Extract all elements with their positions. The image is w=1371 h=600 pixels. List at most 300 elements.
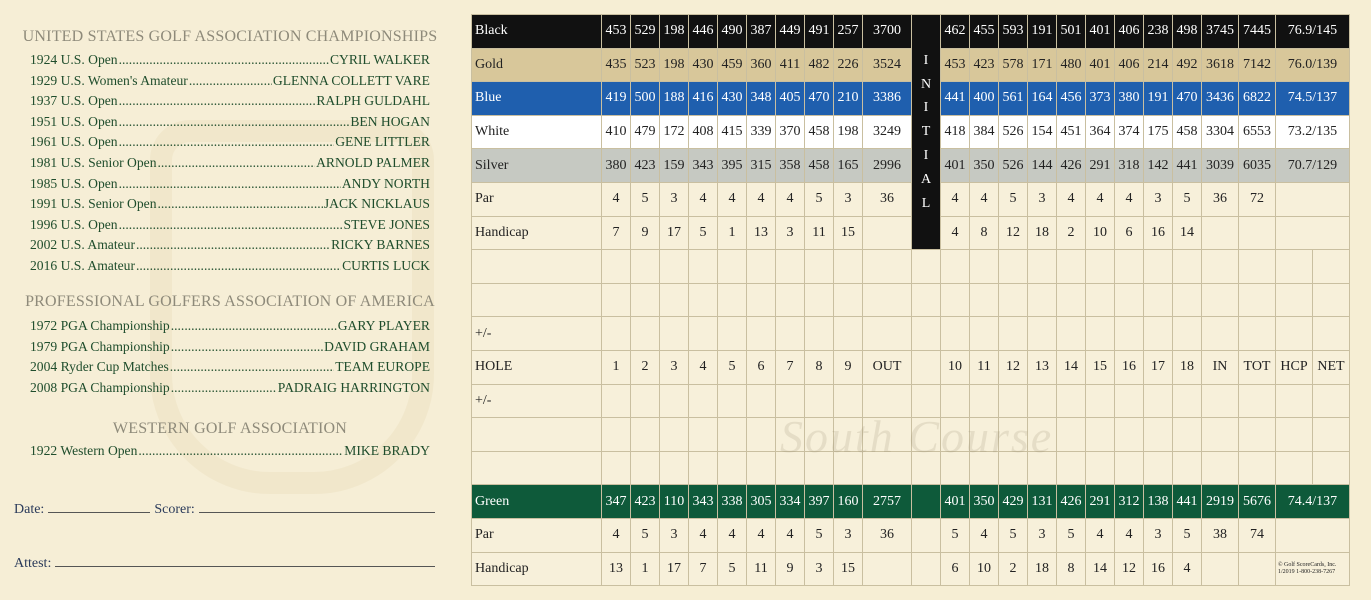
score-cell[interactable] (689, 384, 718, 418)
in-total: 3039 (1202, 149, 1239, 183)
score-cell[interactable] (1144, 283, 1173, 317)
leader-dots (189, 73, 272, 89)
score-cell[interactable] (718, 283, 747, 317)
score-cell[interactable] (1057, 317, 1086, 351)
net-score-cell[interactable] (1313, 384, 1350, 418)
champion-winner: BEN HOGAN (350, 113, 430, 129)
hole-value: 4 (747, 518, 776, 552)
initial-box[interactable] (912, 15, 941, 250)
in-score-cell[interactable] (1202, 384, 1239, 418)
tot-score-cell[interactable] (1239, 283, 1276, 317)
champion-row (30, 339, 430, 359)
score-cell[interactable] (1028, 451, 1057, 485)
score-cell[interactable] (747, 250, 776, 284)
score-cell[interactable] (834, 283, 863, 317)
score-cell[interactable] (776, 384, 805, 418)
score-cell[interactable] (718, 418, 747, 452)
in-score-cell[interactable] (1202, 317, 1239, 351)
tot-score-cell[interactable] (1239, 317, 1276, 351)
score-cell[interactable] (941, 250, 970, 284)
score-cell[interactable] (834, 384, 863, 418)
hole-value: 1 (718, 216, 747, 250)
score-cell[interactable] (1086, 317, 1115, 351)
hole-value: 131 (1028, 485, 1057, 519)
hole-value: 451 (1057, 115, 1086, 149)
score-cell[interactable] (1057, 418, 1086, 452)
score-cell[interactable] (718, 317, 747, 351)
score-cell[interactable] (1173, 418, 1202, 452)
score-cell[interactable] (1057, 384, 1086, 418)
score-cell[interactable] (1028, 418, 1057, 452)
score-cell[interactable] (970, 451, 999, 485)
hole-value: 4 (776, 182, 805, 216)
score-cell[interactable] (1173, 250, 1202, 284)
champion-winner: ARNOLD PALMER (316, 155, 430, 170)
score-cell[interactable] (970, 250, 999, 284)
champion-row (30, 52, 430, 72)
score-cell[interactable] (689, 250, 718, 284)
hole-number: 1 (602, 350, 631, 384)
score-cell[interactable] (941, 283, 970, 317)
score-cell[interactable] (805, 250, 834, 284)
hcp-score-cell[interactable] (1276, 317, 1313, 351)
hole-value: 348 (747, 82, 776, 116)
row-label: Silver (472, 149, 602, 183)
score-cell[interactable] (602, 283, 631, 317)
hole-value: 397 (805, 485, 834, 519)
hole-value: 4 (747, 182, 776, 216)
initial-letter: A (920, 171, 932, 187)
hole-value: 6 (941, 552, 970, 586)
score-cell[interactable] (631, 317, 660, 351)
score-cell[interactable] (660, 384, 689, 418)
tot-total: 7445 (1239, 15, 1276, 49)
hole-number: 16 (1115, 350, 1144, 384)
score-cell[interactable] (1173, 384, 1202, 418)
score-cell[interactable] (602, 418, 631, 452)
divider-gap (912, 250, 941, 284)
champion-event: 1929 U.S. Women's Amateur (30, 72, 188, 88)
out-score-cell[interactable] (863, 451, 912, 485)
hole-value: 419 (602, 82, 631, 116)
score-entry-row (472, 418, 1350, 452)
score-cell[interactable] (970, 384, 999, 418)
out-header: OUT (863, 350, 912, 384)
score-cell[interactable] (999, 283, 1028, 317)
hcp-score-cell[interactable] (1276, 451, 1313, 485)
divider-gap (912, 384, 941, 418)
hole-value: 426 (1057, 485, 1086, 519)
champion-row (30, 258, 430, 278)
score-cell[interactable] (1115, 418, 1144, 452)
hole-number: 14 (1057, 350, 1086, 384)
hcp-score-cell[interactable] (1276, 250, 1313, 284)
hcp-score-cell[interactable] (1276, 418, 1313, 452)
score-cell[interactable] (941, 451, 970, 485)
net-score-cell[interactable] (1313, 250, 1350, 284)
score-cell[interactable] (660, 451, 689, 485)
score-cell[interactable] (1115, 384, 1144, 418)
hole-value: 291 (1086, 485, 1115, 519)
hole-number: 15 (1086, 350, 1115, 384)
leader-dots (119, 114, 350, 130)
leader-dots (138, 443, 343, 459)
hole-number: 10 (941, 350, 970, 384)
score-cell[interactable] (631, 451, 660, 485)
tot-score-cell[interactable] (1239, 384, 1276, 418)
score-cell[interactable] (999, 250, 1028, 284)
hole-value: 441 (1173, 149, 1202, 183)
champion-event: 2002 U.S. Amateur (30, 237, 135, 253)
hole-number: 3 (660, 350, 689, 384)
champion-event: 2008 PGA Championship (30, 379, 170, 395)
hole-value: 387 (747, 15, 776, 49)
hole-value: 435 (602, 48, 631, 82)
divider-gap (912, 283, 941, 317)
score-cell[interactable] (1086, 418, 1115, 452)
champion-event: 1991 U.S. Senior Open (30, 196, 157, 212)
hole-value: 4 (602, 182, 631, 216)
hole-value: 490 (718, 15, 747, 49)
hole-value: 4 (776, 518, 805, 552)
hole-value: 338 (718, 485, 747, 519)
hole-value: 411 (776, 48, 805, 82)
net-score-cell[interactable] (1313, 317, 1350, 351)
tot-total (1239, 552, 1276, 586)
leader-dots (119, 217, 343, 233)
score-cell[interactable] (1144, 384, 1173, 418)
row-label: +/- (472, 384, 602, 418)
out-total: 2757 (863, 485, 912, 519)
leader-dots (170, 359, 334, 375)
score-cell[interactable] (776, 283, 805, 317)
score-cell[interactable] (631, 384, 660, 418)
score-cell[interactable] (718, 250, 747, 284)
rating-slope: 70.7/129 (1276, 149, 1350, 183)
score-cell[interactable] (834, 451, 863, 485)
copyright-line: © Golf ScoreCards, Inc. (1278, 561, 1337, 568)
champion-event: 1979 PGA Championship (30, 338, 170, 354)
score-cell[interactable] (941, 418, 970, 452)
score-cell[interactable] (631, 250, 660, 284)
score-cell[interactable] (1057, 283, 1086, 317)
hole-value: 198 (834, 115, 863, 149)
hole-value: 423 (970, 48, 999, 82)
score-cell[interactable] (970, 317, 999, 351)
row-label: Par (472, 182, 602, 216)
hole-value: 291 (1086, 149, 1115, 183)
champion-event: 1996 U.S. Open (30, 216, 118, 232)
in-score-cell[interactable] (1202, 451, 1239, 485)
score-cell[interactable] (776, 250, 805, 284)
hole-value: 4 (1057, 182, 1086, 216)
attest-label: Attest: (14, 556, 52, 571)
net-score-cell[interactable] (1313, 451, 1350, 485)
score-cell[interactable] (1086, 250, 1115, 284)
score-cell[interactable] (805, 384, 834, 418)
tot-header: TOT (1239, 350, 1276, 384)
hole-value: 159 (660, 149, 689, 183)
score-cell[interactable] (602, 317, 631, 351)
hole-value: 191 (1028, 15, 1057, 49)
champion-row (30, 134, 430, 154)
score-cell[interactable] (631, 283, 660, 317)
hole-value: 5 (1173, 182, 1202, 216)
score-cell[interactable] (1057, 451, 1086, 485)
net-score-cell[interactable] (1313, 283, 1350, 317)
score-cell[interactable] (776, 418, 805, 452)
initial-letter: I (923, 52, 929, 68)
hole-value: 523 (631, 48, 660, 82)
hole-value: 210 (834, 82, 863, 116)
hole-value: 350 (970, 485, 999, 519)
hole-value: 13 (747, 216, 776, 250)
hole-value: 2 (999, 552, 1028, 586)
score-cell[interactable] (834, 250, 863, 284)
score-cell[interactable] (602, 384, 631, 418)
score-cell[interactable] (805, 418, 834, 452)
tot-total: 72 (1239, 182, 1276, 216)
champion-row (30, 73, 430, 93)
out-score-cell[interactable] (863, 384, 912, 418)
tot-total: 6822 (1239, 82, 1276, 116)
date-scorer-row (14, 498, 435, 518)
score-cell[interactable] (1173, 451, 1202, 485)
hole-value: 13 (602, 552, 631, 586)
hole-value: 165 (834, 149, 863, 183)
out-score-cell[interactable] (863, 283, 912, 317)
score-cell[interactable] (776, 317, 805, 351)
score-cell[interactable] (689, 283, 718, 317)
score-cell[interactable] (1028, 283, 1057, 317)
score-cell[interactable] (999, 317, 1028, 351)
row-label: Handicap (472, 216, 602, 250)
row-par (472, 518, 1350, 552)
champion-row (30, 217, 430, 237)
tot-score-cell[interactable] (1239, 418, 1276, 452)
pga-title: PROFESSIONAL GOLFERS ASSOCIATION OF AMERICA (25, 293, 435, 310)
hole-value: 364 (1086, 115, 1115, 149)
score-cell[interactable] (1144, 250, 1173, 284)
hole-value: 406 (1115, 15, 1144, 49)
score-cell[interactable] (1115, 283, 1144, 317)
out-total: 3386 (863, 82, 912, 116)
out-score-cell[interactable] (863, 418, 912, 452)
row-label: Black (472, 15, 602, 49)
hole-value: 374 (1115, 115, 1144, 149)
hole-value: 14 (1086, 552, 1115, 586)
score-cell[interactable] (1115, 317, 1144, 351)
score-cell[interactable] (1173, 283, 1202, 317)
hole-value: 526 (999, 149, 1028, 183)
hole-value: 12 (1115, 552, 1144, 586)
score-cell[interactable] (1028, 317, 1057, 351)
hole-value: 3 (1028, 182, 1057, 216)
leader-dots (119, 93, 316, 109)
hole-value: 561 (999, 82, 1028, 116)
hole-number: 11 (970, 350, 999, 384)
hole-value: 10 (1086, 216, 1115, 250)
score-cell[interactable] (834, 418, 863, 452)
hole-value: 318 (1115, 149, 1144, 183)
leader-dots (119, 52, 329, 68)
score-cell[interactable] (660, 283, 689, 317)
hole-value: 426 (1057, 149, 1086, 183)
hole-value: 334 (776, 485, 805, 519)
wga-title: WESTERN GOLF ASSOCIATION (112, 420, 348, 437)
score-cell[interactable] (631, 418, 660, 452)
hole-value: 6 (1115, 216, 1144, 250)
score-cell[interactable] (805, 317, 834, 351)
hole-value: 1 (631, 552, 660, 586)
champion-winner: MIKE BRADY (344, 443, 430, 458)
in-score-cell[interactable] (1202, 283, 1239, 317)
hole-value: 526 (999, 115, 1028, 149)
score-cell[interactable] (747, 451, 776, 485)
score-cell[interactable] (689, 317, 718, 351)
hole-value: 4 (689, 182, 718, 216)
champion-winner: ANDY NORTH (341, 175, 430, 191)
out-score-cell[interactable] (863, 250, 912, 284)
net-header: NET (1313, 350, 1350, 384)
scorer-field[interactable] (199, 498, 435, 513)
tot-total: 6035 (1239, 149, 1276, 183)
leader-dots (158, 155, 316, 171)
score-cell[interactable] (1144, 317, 1173, 351)
hole-value: 395 (718, 149, 747, 183)
score-cell[interactable] (805, 283, 834, 317)
hole-number: 5 (718, 350, 747, 384)
hole-value: 459 (718, 48, 747, 82)
tot-score-cell[interactable] (1239, 451, 1276, 485)
score-cell[interactable] (660, 317, 689, 351)
hole-value: 5 (718, 552, 747, 586)
hole-value: 458 (805, 115, 834, 149)
score-cell[interactable] (1144, 451, 1173, 485)
leader-dots (158, 196, 323, 212)
score-cell[interactable] (747, 384, 776, 418)
score-cell[interactable] (999, 418, 1028, 452)
score-cell[interactable] (834, 317, 863, 351)
champion-winner: STEVE JONES (343, 216, 430, 232)
score-cell[interactable] (1086, 283, 1115, 317)
hcp-score-cell[interactable] (1276, 283, 1313, 317)
row-silver (472, 149, 1350, 183)
divider-gap (912, 518, 941, 552)
hole-value: 446 (689, 15, 718, 49)
rating-slope: 76.0/139 (1276, 48, 1350, 82)
hole-value: 175 (1144, 115, 1173, 149)
champion-event: 1985 U.S. Open (30, 175, 118, 191)
hole-value: 7 (602, 216, 631, 250)
hole-number: 7 (776, 350, 805, 384)
score-cell[interactable] (999, 451, 1028, 485)
score-cell[interactable] (1086, 451, 1115, 485)
score-cell[interactable] (1028, 250, 1057, 284)
score-cell[interactable] (689, 451, 718, 485)
hole-value: 17 (660, 216, 689, 250)
hole-value: 360 (747, 48, 776, 82)
score-cell[interactable] (718, 451, 747, 485)
divider-gap (912, 350, 941, 384)
champion-winner: CYRIL WALKER (329, 52, 430, 67)
score-cell[interactable] (941, 384, 970, 418)
score-cell[interactable] (999, 384, 1028, 418)
hole-value: 171 (1028, 48, 1057, 82)
score-cell[interactable] (747, 418, 776, 452)
hole-value: 401 (1086, 48, 1115, 82)
hole-value: 8 (970, 216, 999, 250)
score-cell[interactable] (1115, 250, 1144, 284)
hole-value: 401 (1086, 15, 1115, 49)
hole-value: 144 (1028, 149, 1057, 183)
usga-title: UNITED STATES GOLF ASSOCIATION CHAMPIONSHIPS (22, 28, 438, 45)
score-cell[interactable] (747, 317, 776, 351)
hole-value: 5 (631, 182, 660, 216)
score-cell[interactable] (1057, 250, 1086, 284)
score-cell[interactable] (1173, 317, 1202, 351)
in-score-cell[interactable] (1202, 250, 1239, 284)
hole-value: 5 (689, 216, 718, 250)
score-cell[interactable] (1115, 451, 1144, 485)
champion-winner: JACK NICKLAUS (323, 196, 430, 212)
hole-value: 429 (999, 485, 1028, 519)
initial-letter: T (921, 124, 931, 140)
score-cell[interactable] (689, 418, 718, 452)
score-cell[interactable] (805, 451, 834, 485)
score-cell[interactable] (776, 451, 805, 485)
score-cell[interactable] (941, 317, 970, 351)
champion-event: 1922 Western Open (30, 443, 138, 458)
leader-dots (171, 339, 323, 355)
hole-value: 3 (1144, 518, 1173, 552)
hole-value: 5 (999, 182, 1028, 216)
hole-value: 456 (1057, 82, 1086, 116)
hcp-score-cell[interactable] (1276, 384, 1313, 418)
score-cell[interactable] (970, 418, 999, 452)
out-total: 3524 (863, 48, 912, 82)
initial-letter: N (920, 76, 932, 92)
hole-value: 3 (834, 518, 863, 552)
score-cell[interactable] (602, 250, 631, 284)
score-cell[interactable] (660, 418, 689, 452)
hcp-header: HCP (1276, 350, 1313, 384)
initial-letter: I (923, 147, 929, 163)
tot-score-cell[interactable] (1239, 250, 1276, 284)
net-score-cell[interactable] (1313, 418, 1350, 452)
hole-value: 470 (805, 82, 834, 116)
hole-value: 4 (718, 182, 747, 216)
score-cell[interactable] (1028, 384, 1057, 418)
attest-field[interactable] (55, 552, 435, 567)
score-cell[interactable] (970, 283, 999, 317)
score-cell[interactable] (747, 283, 776, 317)
hole-value: 18 (1028, 552, 1057, 586)
score-cell[interactable] (718, 384, 747, 418)
score-cell[interactable] (602, 451, 631, 485)
score-cell[interactable] (1086, 384, 1115, 418)
hole-value: 3 (776, 216, 805, 250)
in-score-cell[interactable] (1202, 418, 1239, 452)
score-cell[interactable] (1144, 418, 1173, 452)
score-cell[interactable] (660, 250, 689, 284)
date-field[interactable] (48, 498, 150, 513)
hole-value: 7 (689, 552, 718, 586)
rating-slope (1276, 518, 1350, 552)
hole-value: 441 (941, 82, 970, 116)
out-score-cell[interactable] (863, 317, 912, 351)
in-total: 3745 (1202, 15, 1239, 49)
